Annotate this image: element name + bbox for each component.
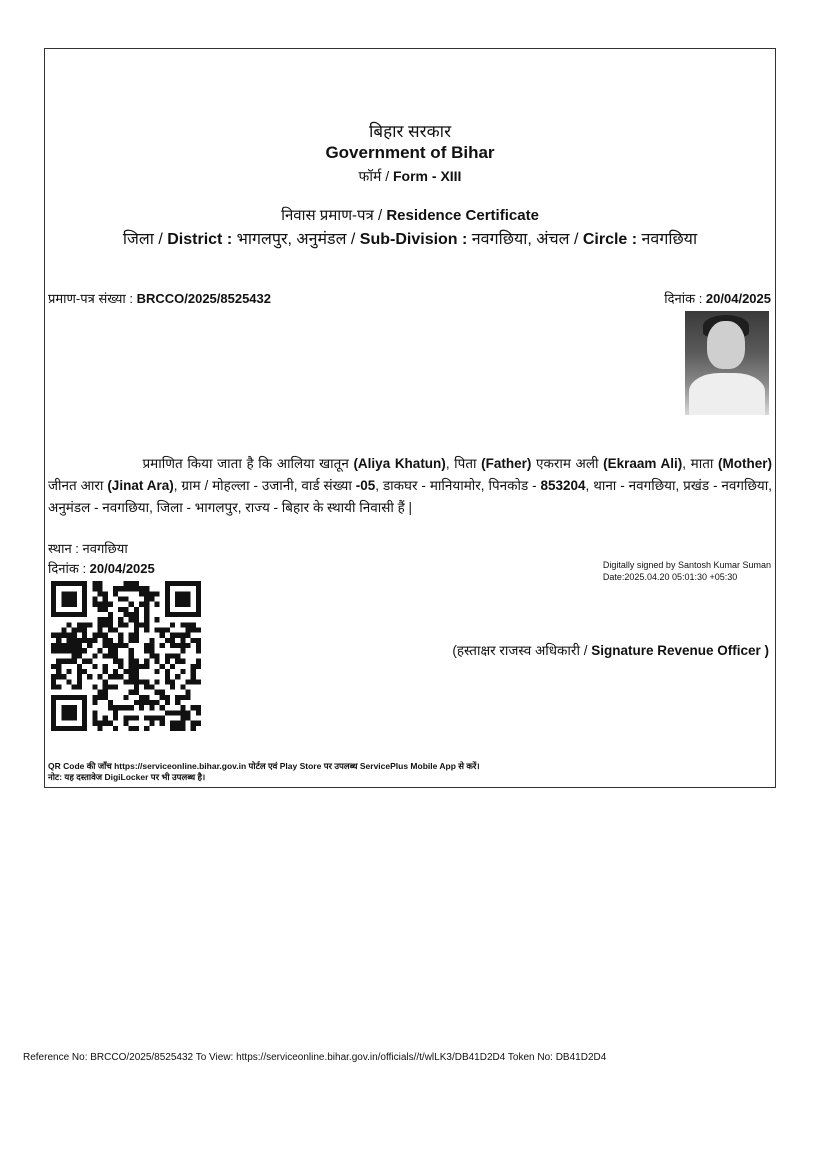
issue-date-label: दिनांक : [664,291,706,306]
digital-signature-signer: Digitally signed by Santosh Kumar Suman [602,560,771,570]
certificate-number [48,289,271,307]
certificate-number-label: प्रमाण-पत्र संख्या : [48,291,137,306]
certificate-title-hindi: निवास प्रमाण-पत्र / [281,207,387,224]
subdivision-label: Sub-Division : [359,231,468,248]
government-title-hindi: बिहार सरकार [368,122,452,141]
district-label-hindi: जिला / [122,231,168,248]
government-title: Government of Bihar [325,143,495,162]
subdivision-value: नवगछिया, अंचल / [467,231,583,248]
form-label-english: Form - XIII [393,168,462,184]
place-value: नवगछिया [82,541,128,556]
reference-footer: Reference No: BRCCO/2025/8525432 To View: https://serviceonline.bihar.gov.in/officials//t/wlLK3/DB41D2D4 Token No: DB41D2D4 [23,1052,607,1063]
footer-date-label: दिनांक : [48,561,90,576]
issue-date [664,289,771,307]
qr-code [51,581,201,731]
certificate-statement: प्रमाणित किया जाता है कि आलिया खातून (Aliya Khatun), पिता (Father) एकराम अली (Ekraam Ali), माता (Mother) जीनत आरा (Jinat Ara), ग्राम / मोहल्ला - उजानी, वार्ड संख्या -05, डाकघर - मानियामोर, पिनकोड - 853204, थाना - नवगछिया, प्रखंड - नवगछिया, अनुमंडल - नवगछिया, जिला - भागलपुर, राज्य - बिहार के स्थायी निवासी हैं | [48,456,773,515]
digital-signature [603,559,771,583]
form-number [45,167,775,186]
certificate-title-english: Residence Certificate [386,207,539,224]
circle-value: नवगछिया [637,231,698,248]
digilocker-note: नोट: यह दस्तावेज DigiLocker पर भी उपलब्ध है। [48,772,206,782]
signature-label [452,641,769,659]
place-label: स्थान : [48,541,83,556]
certificate-frame [44,48,776,788]
form-label-hindi: फॉर्म [358,168,382,184]
mother-name: (Jinat Ara) [107,478,174,493]
digital-signature-date: Date:2025.04.20 05:01:30 +05:30 [602,572,738,582]
district-label: District : [167,231,233,248]
pincode: 853204 [540,478,586,493]
ward-number: -05 [355,478,376,493]
qr-note [48,761,480,783]
form-separator: / [381,168,393,184]
district-value: भागलपुर, अनुमंडल / [232,231,360,248]
certificate-title [45,205,775,225]
signature-label-hindi: (हस्ताक्षर राजस्व अधिकारी / [452,643,592,658]
district-line [45,227,775,249]
certificate-number-value: BRCCO/2025/8525432 [136,291,271,306]
applicant-photo [685,311,769,415]
footer-date-value: 20/04/2025 [89,561,155,576]
circle-label: Circle : [582,231,638,248]
issue-date-value: 20/04/2025 [705,291,771,306]
father-name: (Ekraam Ali) [603,456,683,471]
qr-verification-note: QR Code की जाँच https://serviceonline.bihar.gov.in पोर्टल एवं Play Store पर उपलब्ध ServicePlus Mobile App से करें। [48,761,480,771]
place [48,539,128,557]
footer-date [48,559,155,577]
signature-label-english: Signature Revenue Officer ) [591,643,769,658]
applicant-name: (Aliya Khatun) [353,456,446,471]
